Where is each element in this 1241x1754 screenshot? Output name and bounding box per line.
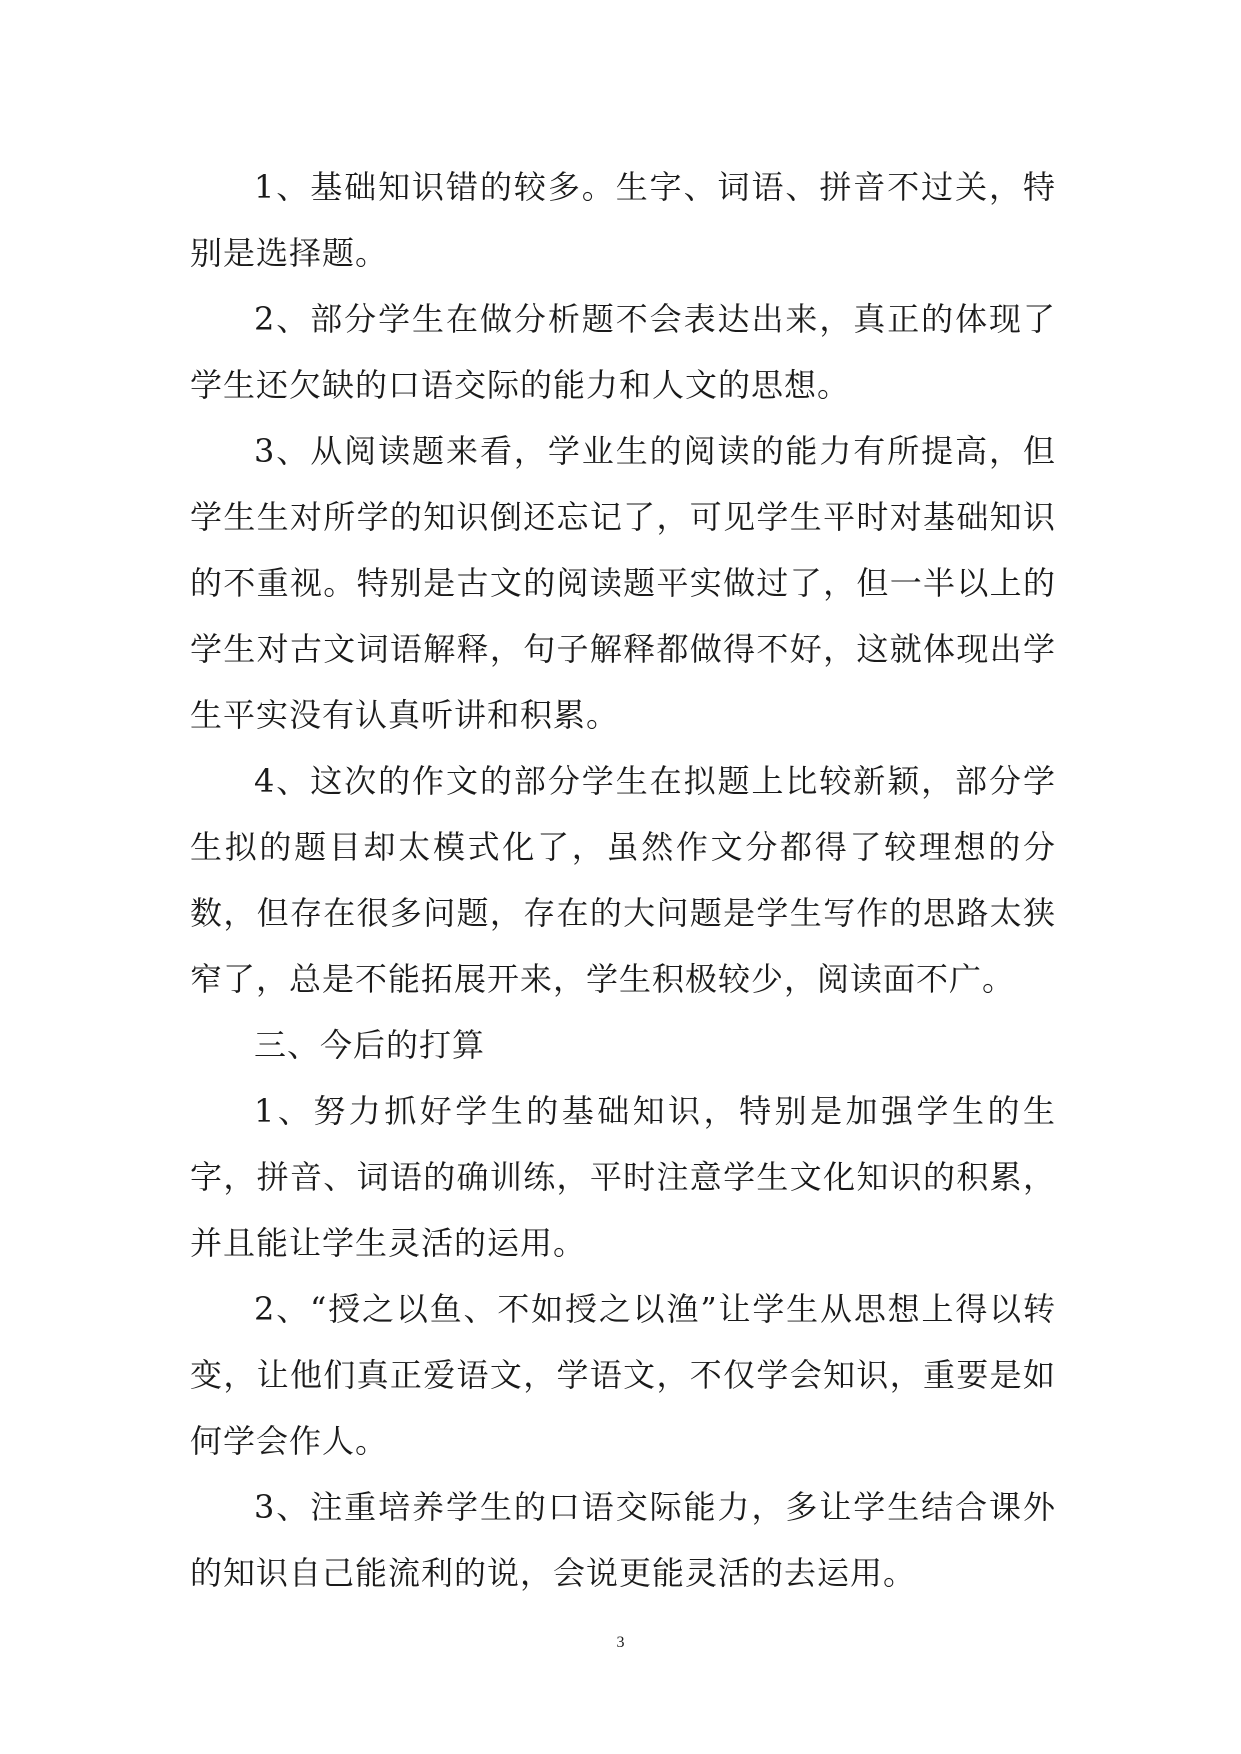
paragraph-reading-questions: 3、从阅读题来看，学业生的阅读的能力有所提高，但学生生对所学的知识倒还忘记了，可见学生平时对基础知识的不重视。特别是古文的阅读题平实做过了，但一半以上的学生对古文词语解释，句子解释都做得不好，这就体现出学生平实没有认真听讲和积累。 bbox=[190, 432, 1056, 734]
section-heading-future-plans: 三、今后的打算 bbox=[254, 1026, 486, 1064]
paragraph-basic-knowledge: 1、基础知识错的较多。生字、词语、拼音不过关，特别是选择题。 bbox=[190, 168, 1056, 272]
page-number: 3 bbox=[616, 1634, 625, 1651]
document-body bbox=[190, 154, 1056, 1606]
paragraph-plan-oral-communication: 3、注重培养学生的口语交际能力，多让学生结合课外的知识自己能流利的说，会说更能灵活的去运用。 bbox=[190, 1488, 1056, 1592]
paragraph-analysis-questions: 2、部分学生在做分析题不会表达出来，真正的体现了学生还欠缺的口语交际的能力和人文的思想。 bbox=[190, 300, 1056, 404]
paragraph-composition: 4、这次的作文的部分学生在拟题上比较新颖，部分学生拟的题目却太模式化了，虽然作文分都得了较理想的分数，但存在很多问题，存在的大问题是学生写作的思路太狭窄了，总是不能拓展开来，学生积极较少，阅读面不广。 bbox=[190, 762, 1056, 998]
paragraph-plan-basics: 1、努力抓好学生的基础知识，特别是加强学生的生字，拼音、词语的确训练，平时注意学生文化知识的积累，并且能让学生灵活的运用。 bbox=[190, 1092, 1056, 1262]
paragraph-plan-teaching-method: 2、“授之以鱼、不如授之以渔”让学生从思想上得以转变，让他们真正爱语文，学语文，不仅学会知识，重要是如何学会作人。 bbox=[190, 1290, 1056, 1460]
